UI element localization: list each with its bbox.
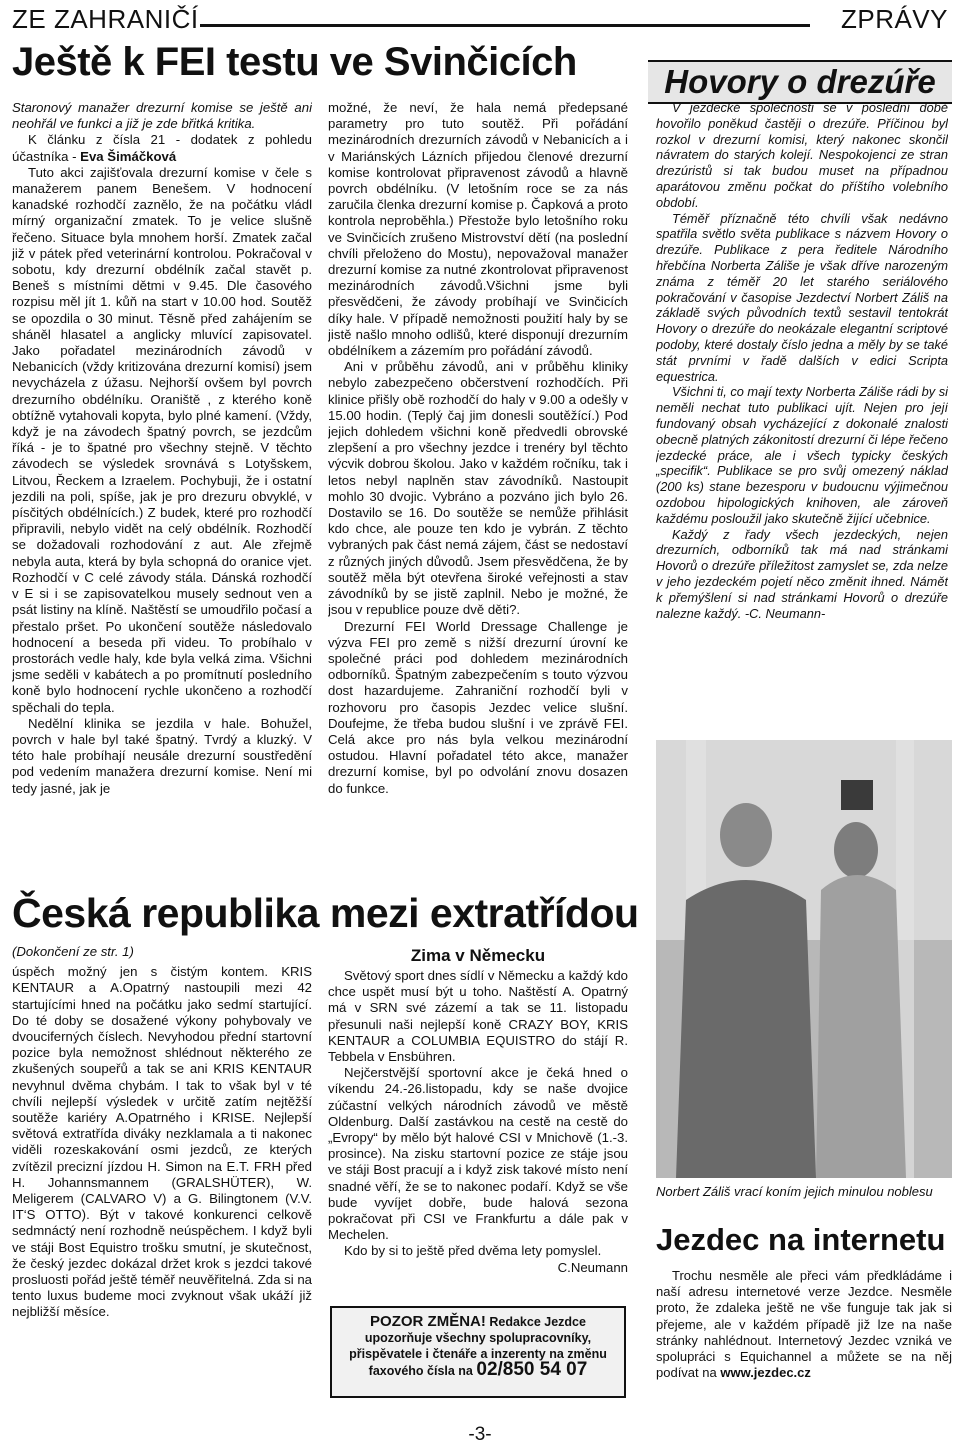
photo-caption: Norbert Záliš vrací koním jejich minulou noblesu	[656, 1184, 933, 1199]
article-byline: K článku z čísla 21 - dodatek z pohledu účastníka - Eva Šimáčková	[12, 132, 312, 164]
article-author: Eva Šimáčková	[80, 148, 177, 164]
sidebar-paragraph: Každý z řady všech jezdeckých, nejen drezurních, odborníků tak má nad stránkami Hovorů o drezúře příležitost zamyslet se, zda nelze v jeho jezdeckém pojetí něco změnit ihned. Námět k přemýšlení si nad stránkami Hovorů o drezúře nalezne každý. -C. Neumann-	[656, 526, 948, 621]
internet-body: Trochu nesměle ale přeci vám předkládáme i naší adresu internetové verze Jezdce. Nesměle proto, že zdaleka ještě ne vše funguje tak jak si přejeme, ale v každém případě již lze na naše stránky nahlédnout. Internetový Jezdec vzniká ve spolupráci s Equichannel a můžete se na něj podívat na	[656, 1268, 952, 1381]
zima-paragraph: Kdo by si to ještě před dvěma lety pomyslel.	[344, 1243, 602, 1259]
header-rule	[200, 24, 810, 27]
article-column-2	[328, 100, 628, 880]
zima-column	[328, 968, 628, 1300]
sidebar-title: Hovory o drezúře	[648, 60, 952, 104]
page-number: -3-	[468, 1424, 492, 1445]
notice-head: POZOR ZMĚNA!	[370, 1313, 486, 1330]
notice-text: Redakce Jezdce upozorňuje všechny spolupracovníky, přispěvatele i čtenáře a inzerenty na změnu faxového čísla na	[349, 1315, 607, 1378]
continuation-note: (Dokončení ze str. 1)	[12, 944, 134, 959]
zima-paragraph: Světový sport dnes sídlí v Německu a každý kdo chce uspět musí být u toho. Naštěstí A. Opatrný má v SRN své zázemí a tak se 11. listopadu přesunuli naši nejlepší koně CRAZY BOY, KRIS KENTAUR a COLUMBIA EQUISTRO do stájí R. Tebbela v Ensbühren.	[328, 968, 628, 1065]
article-title: Ještě k FEI testu ve Svinčicích	[12, 40, 577, 84]
section-label-left: ZE ZAHRANIČÍ	[12, 4, 199, 34]
article2-text: úspěch možný jen s čistým kontem. KRIS KENTAUR a A.Opatrný nastoupili mezi 42 startujícími hned na počátku jako sedmí startující. Do té doby se dosažené výkony pohybovaly ve dvouciferných číslech. Nevyhodou přední startovní pozice byla nemožnost shlédnout některého ze zkušených soupeřů a tak se ani KRIS KENTAUR nevyhnul dvěma chybám. I tak to však byl v té chvíli nejlepší výsledek v určitě zatím nejtěžší soutěže kariéry A.Opatrného i KRISE. Nejlepší světová extratřída diváky nezklamala a ti nakonec viděli rozeskakování osmi jezdců, ze kterých zvítězil precizní jízdou H. Simon na E.T. FRH před H. Johannsmannem (GRALSHÜTER), W. Meligerem (CALVARO V) a G. Bilingtonem (V.V. IT‘S OTTO). Být v takové konkurenci celkově sedmnáctý není rozhodně neúspěchem. I když byli ve stáji Bost Equistro trošku smutní, je skutečnost, že český jezdec dokázal držet krok s jezdci takové prosluosti pořád ještě téměř neuvěřitelná. Zda si na tento luxus budeme moci zvyknout však ukáží již nejbližší měsíce.	[12, 964, 312, 1320]
article-paragraph: Tuto akci zajišťovala drezurní komise v čele s manažerem panem Benešem. V hodnocení kanadské rozhodčí zaznělo, že na počátku vládl mírný organizační zmatek. To je velice slušně řečeno. Situace byla mnohem horší. Zmatek začal již v pátek před veterinární kontrolou. Pokračoval v sobotu, kdy drezurní obdélník začal stavět p. Beneš s místními dětmi v 9.45. Dle časového rozpisu měl jít 1. kůň na start v 10.00 hod. Soutěž se opozdila o 30 minut. Těsně před zahájením se sháněl hlasatel a anglicky mluvící zapisovatel. Jako pořadatel mezinárodních závodů v Nebanicích (vždy kritizována drezurní komisí) jsem nevycházela z úžasu. Nejhorší ovšem byl povrch drezurního obdélníku. Oraniště , z kterého koně obtížně vytahovali kopyta, bylo plné kamení. (Vždy, když je na závodech špatný povrch, se jezdcům říká - je to špatné pro všechny stejně. V těchto závodech se výsledek srovnává s Lotyšskem, Litvou, Řeckem a Izraelem. Pochybuji, že i ostatní jezdili na poli, spíše, jak je pro drezuru obvyklé, v písčitých obdélnících.) Z budek, které pro rozhodčí připravili, nebylo vidět na celý obdélník. Rozhodčí se dožadovali rozhodování z aut. Ale zřejmě nebyla auta, která by byla schopná do oranice vjet. Rozhodčí v C celé závody stála. Dánská rozhodčí v E si i se zapisovatelkou musely sednout ven a psát listiny na klíně. Naštěstí se umoudřilo počasí a přestalo pršet. Po ukončení soutěže následovalo hodnocení a beseda při videu. To probíhalo v prostorách vedle haly, kde byla velká zima. Všichni jsme seděli v kabátech a po promítnutí posledního koně bylo hodnocení rychle ukončeno a rozhodčí spěchali do tepla.	[12, 164, 312, 715]
photo-norbert-zalis	[656, 740, 952, 1178]
article-paragraph: možné, že neví, že hala nemá předepsané parametry pro tuto soutěž. Při pořádání mezinárodních drezurních závodů v Nebanicích a i v Mariánských Lázních přijedou členové drezurní komise kontrolovat připravenost závodů a hlavně povrch obdélníku. (V letošním roce se za nás zaručila členka drezurní komise p. Čapková a proto kontrola neproběhla.) Přestože bylo letošního roku ve Svinčicích zrušeno Mistrovství dětí (na poslední chvíli přeloženo do Mostu), nepovažoval manažer drezurní komise za nutné zkontrolovat připravenost mezinárodních závodů.Všichni jsme byli přesvědčeni, že závody probíhají ve Svinčicích díky hale. V případě nemožnosti použití haly by se jistě našlo mnoho odlišů, které disponují drezurním obdélníkem a zázemím pro pořádání závodů.	[328, 100, 628, 359]
article2-title: Česká republika mezi extratřídou	[12, 890, 639, 936]
article-column-1	[12, 100, 312, 880]
internet-url[interactable]: www.jezdec.cz	[720, 1365, 811, 1381]
sidebar-text	[656, 100, 948, 724]
article2-column	[12, 944, 312, 1399]
internet-title: Jezdec na internetu	[656, 1222, 946, 1257]
zima-title: Zima v Německu	[410, 946, 546, 965]
article-paragraph: Drezurní FEI World Dressage Challenge je výzva FEI pro země s nižší drezurní úrovní ke společné práci pod dohledem mezinárodních odborníků. Špatným zabezpečením s touto výzvou dost hazardujeme. Zahraniční rozhodčí byli v rozhovoru pro časopis Jezdec velice slušní. Doufejme, že třeba budou slušní i ve zprávě FEI. Celá akce pro nás byla velkou mezinárodní ostudou. Hlavní pořadatel této akce, manažer drezurní komise, byl po odvolání znovu dosazen do funkce.	[328, 618, 628, 796]
photo-figures-icon	[656, 740, 952, 1178]
article-lead: Staronový manažer drezurní komise se ještě ani neohřál ve funkci a již je zde břitká kritika.	[12, 100, 312, 132]
sidebar-paragraph: V jezdecké společnosti se v poslední době hovořilo poněkud častěji o drezúře. Příčinou byl rozkol v drezurní komisi, který nakonec skončil návratem do starých kolejí. Nespokojenci ze stran drezúristů si tak budou muset na případnou aparátovou změnu počkat do příštího volebního období.	[656, 100, 948, 210]
article-paragraph: Ani v průběhu závodů, ani v průběhu kliniky nebylo zabezpečeno občerstvení rozhodčích. Při klinice přišly obě rozhodčí do haly v 9.00 a odešly v 15.00 hodin. (Teplý čaj jim donesli soutěžící.) Pod jejich dohledem všichni koně předvedli obrovské zlepšení a pro všechny jezdce i trenéry byl těchto výcvik dobrou školou. Jako v každém ročníku, tak i letos nebyl naplněn stav závodníků. Nastoupit mohlo 30 dvojic. Vybráno a pozváno jich bylo 26. Dostavilo se 16. Do soutěže se nemůže přihlásit kdo chce, ale pouze ten kdo je vybrán. Z těchto vybraných pak část nemá zájem, část se nedostaví z různých jiných důvodů. Jsem přesvědčena, že by soutěž měla být otevřena široké veřejnosti a stav závodníků by se jistě zaplnil. Nebo je možné, že jsou v republice pouze dvě děti?.	[328, 359, 628, 618]
notice-box	[330, 1306, 626, 1398]
internet-text	[656, 1268, 952, 1398]
article-paragraph: Nedělní klinika se jezdila v hale. Bohužel, povrch v hale byl také špatný. Tvrdý a kluzký. V této hale probíhají neusále drezurní soustředění pod vedením manažera drezurní komise. Není mi tedy jasné, jak je	[12, 715, 312, 796]
zima-signature: C.Neumann	[557, 1259, 628, 1275]
sidebar-paragraph: Všichni ti, co mají texty Norberta Záliše rádi by si neměli nechat tuto publikaci ujít. Nejen pro její fundovaný obsah vycházející z dokonalé znalosti obecně platných zákonitostí drezurní či lépe řečeno jezdecké práce, ale i všech typicky českých „specifik“. Publikace se pro svůj omezený náklad (200 ks) stane bezesporu v budoucnu výjimečnou ozdobou hipologických knihoven, ale zároveň každému posloužil jako skutečně žijící učebnice.	[656, 384, 948, 526]
sidebar-paragraph: Téměř příznačně této chvíli však nedávno spatřila světlo světa publikace s názvem Hovory o drezúře. Publikace z pera ředitele Národního hřebčína Norberta Záliše je však dříve narozeným známa z téměř 20 let starého seriálového pokračování v časopise Jezdectví Norbert Záliš na základě svých původních textů sestavil tentokrát Hovory o drezúře do neokázale elegantní scriptové podoby, které dostaly číslo jedna a měly by se také stát prvními v řadě dalších v edici Scripta equestrica.	[656, 210, 948, 384]
section-label-right: ZPRÁVY	[840, 4, 948, 34]
notice-fax: 02/850 54 07	[476, 1359, 588, 1380]
zima-paragraph: Nejčerstvější sportovní akce je čeká hned o víkendu 24.-26.listopadu, kdy se naše dvojice zúčastní velkých národních závodů ve městě Oldenburg. Další zastávkou na cestě na cestě do „Evropy“ by mělo být halové CSI v Mnichově (1.-3. prosince). Na zisku startovní pozice ze stáje jsou ve stáji Bost pracují a i když zisk takové místo není snadné věří, že se to nakonec podaří. Když se vše bude vyvíjet dobře, bude halová sezona pokračovat při CSI ve Frankfurtu a dále pak v Mechelen.	[328, 1065, 628, 1243]
